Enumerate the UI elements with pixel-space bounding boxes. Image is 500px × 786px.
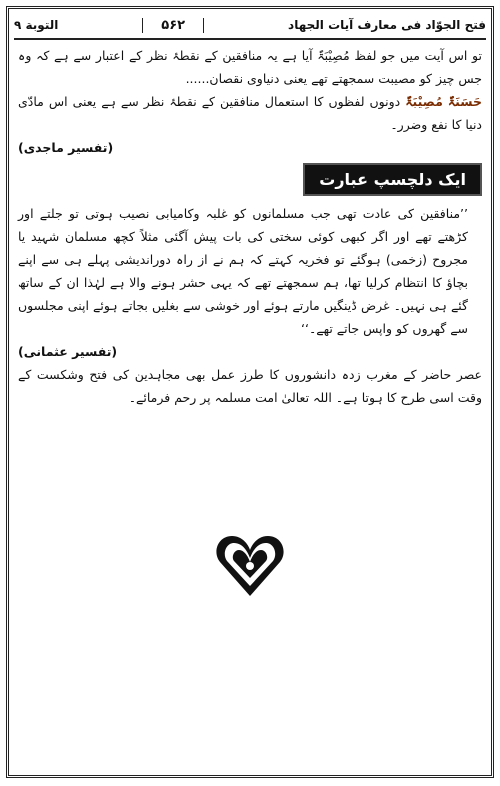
paragraph-1: تو اس آیت میں جو لفظ مُصِیْبَۃٌ آیا ہے یہ منافقین کے نقطۂ نظر کے اعتبار سے ہے کہ وہ جس چیز کو مصیبت سمجھتے تھے یعنی دنیاوی نقصان......: [18, 48, 482, 86]
quranic-word-hasanah: حَسَنَۃٌ: [447, 94, 482, 109]
book-title: فتح الجوّاد فی معارف آیات الجھاد: [288, 18, 486, 32]
quote-paragraph: ’’منافقین کی عادت تھی جب مسلمانوں کو غلبہ وکامیابی نصیب ہوتی تو جلتے اور کڑھتے تھے اور اگر کبھی کوئی سختی کی بات پیش آگئی مثلاً کچھ مسلمان شہید یا مجروح (زخمی) ہوگئے تو فخریہ کہتے کہ ہم نے از راہ دوراندیشی پہلے ہی سے اپنے بچاؤ کا انتظام کرلیا تھا، ہم سمجھتے تھے کہ یہی حشر ہونے والا ہے لہٰذا ان کے ساتھ گئے ہی نہیں۔ غرض ڈینگیں مارتے ہوئے اور خوشی سے بغلیں بجاتے ہوئے اپنی مجلسوں سے گھروں کو واپس جاتے تھے۔‘‘: [18, 206, 468, 336]
paragraph-2-text: دونوں لفظوں کا استعمال منافقین کے نقطۂ نظر سے ہے یعنی اس مادّی دنیا کا نفع وضرر۔: [18, 94, 482, 132]
page-number: ۵۶۲: [142, 18, 204, 33]
page-content: [18, 44, 482, 409]
paragraph-2: [18, 90, 482, 136]
section-heading-wrapper: [18, 159, 482, 202]
surah-label: التوبة ۹: [14, 18, 59, 32]
quranic-word-musibah: مُصِیْبَۃٌ: [405, 94, 443, 109]
reference-usmani: (تفسیر عثمانی): [18, 344, 118, 359]
section-heading: ایک دلچسپ عبارت: [303, 163, 482, 196]
heart-ornament-icon: [214, 532, 286, 598]
closing-paragraph: عصر حاضر کے مغرب زدہ دانشوروں کا طرز عمل بھی مجاہدین کی فتح وشکست کے وقت اسی طرح کا ہوتا ہے۔ اللہ تعالیٰ امت مسلمہ پر رحم فرمائے۔: [18, 367, 482, 405]
page-header: [14, 12, 486, 40]
reference-majidi: (تفسیر ماجدی): [18, 140, 114, 155]
